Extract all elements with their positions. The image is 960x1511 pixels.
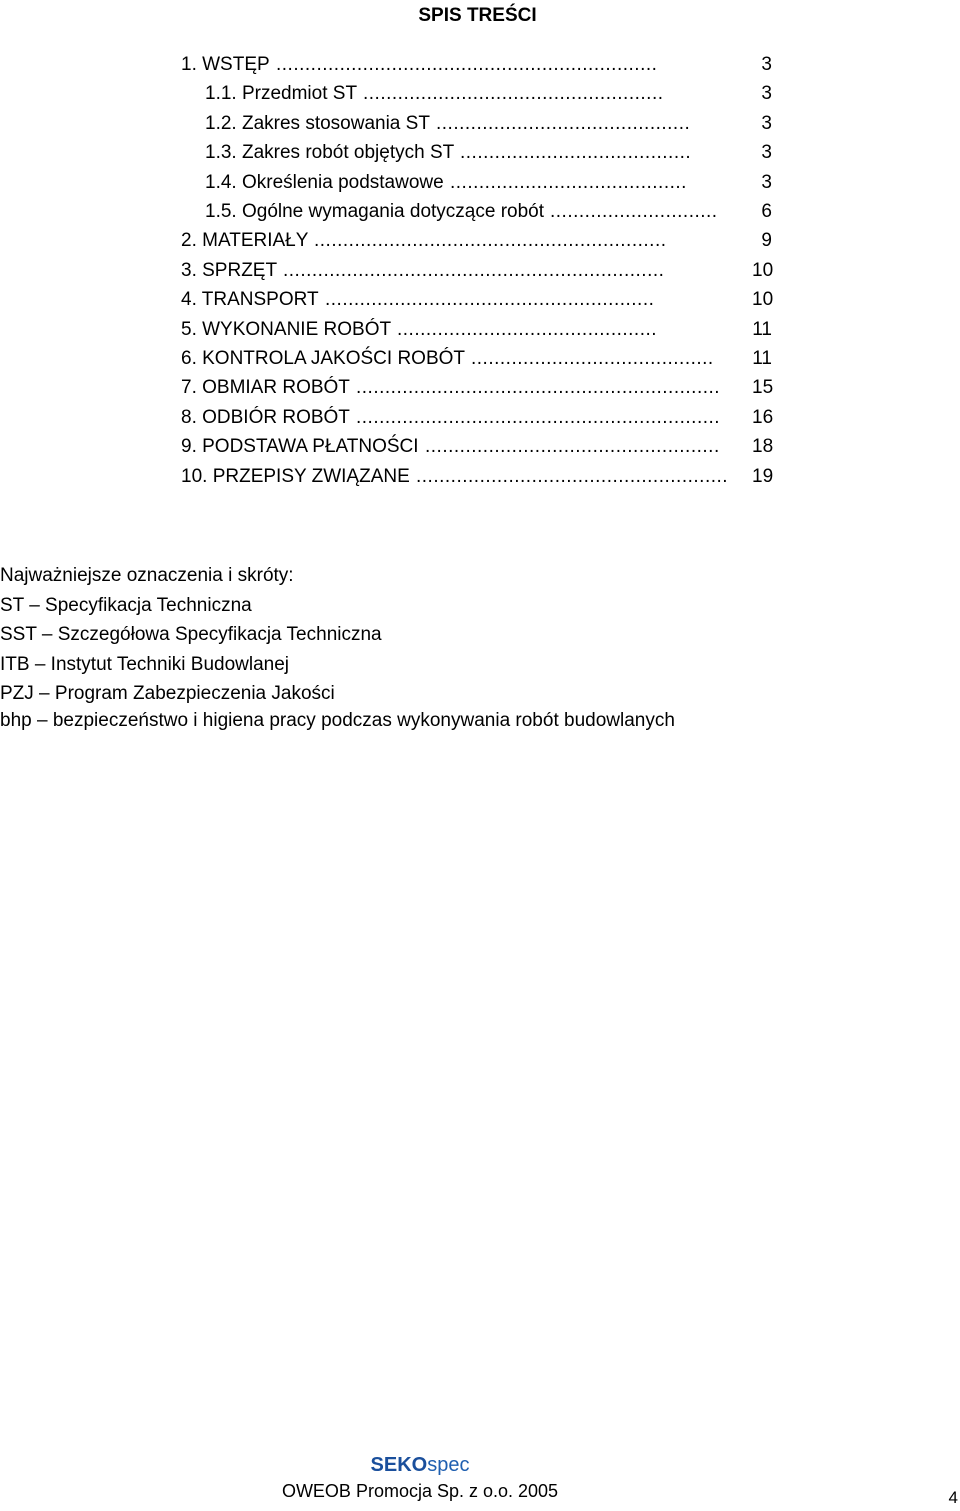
toc-entry-leader-dots: .................................................... xyxy=(363,83,664,105)
toc-entry-label: 1. WSTĘP xyxy=(181,52,270,78)
toc-entry-label: 1.4. Określenia podstawowe xyxy=(205,170,444,196)
page-title: SPIS TREŚCI xyxy=(418,5,537,26)
toc-entry-leader-dots: ......................................................... xyxy=(325,289,655,311)
toc-entry-page: 10 xyxy=(752,289,774,311)
toc-entry xyxy=(0,52,960,78)
toc-entry-label: 9. PODSTAWA PŁATNOŚCI xyxy=(181,434,419,460)
toc-entry-label: 5. WYKONANIE ROBÓT xyxy=(181,317,391,343)
footer xyxy=(0,1452,840,1502)
toc-entry-leader-dots: ............................................................... xyxy=(356,377,721,399)
toc-entry-leader-dots: ...................................................... xyxy=(416,465,729,487)
toc-entry xyxy=(0,434,960,460)
toc-entry-page: 10 xyxy=(752,259,774,281)
toc-entry-label: 7. OBMIAR ROBÓT xyxy=(181,375,350,401)
toc-entry-leader-dots: ............................................................. xyxy=(314,230,667,252)
toc-entry xyxy=(0,258,960,284)
toc-entry-label: 6. KONTROLA JAKOŚCI ROBÓT xyxy=(181,346,465,372)
toc-entry xyxy=(0,375,960,401)
toc-entry xyxy=(0,140,960,166)
toc-entry-label: 1.3. Zakres robót objętych ST xyxy=(205,140,454,166)
toc-entry-label: 1.5. Ogólne wymagania dotyczące robót xyxy=(205,199,544,225)
toc-entry-label: 1.1. Przedmiot ST xyxy=(205,81,357,107)
toc-entry xyxy=(0,464,960,490)
toc-entry-page: 3 xyxy=(761,171,772,193)
logo-bold-part: SEKO xyxy=(370,1454,428,1476)
toc-entry-leader-dots: ................................................... xyxy=(425,436,720,458)
toc-entry-page: 9 xyxy=(761,230,772,252)
abbreviation-item: ST – Specyfikacja Techniczna xyxy=(0,594,252,616)
toc-entry xyxy=(0,228,960,254)
toc-entry-label: 2. MATERIAŁY xyxy=(181,228,308,254)
toc-entry xyxy=(0,81,960,107)
abbreviations-section xyxy=(0,561,960,733)
toc-entry xyxy=(0,287,960,313)
toc-entry xyxy=(0,346,960,372)
toc-entry-page: 3 xyxy=(761,83,772,105)
toc-entry-page: 19 xyxy=(752,465,774,487)
toc-entry-page: 15 xyxy=(752,377,774,399)
toc-entry xyxy=(0,111,960,137)
toc-entry-page: 11 xyxy=(752,318,772,340)
toc-entry-leader-dots: .................................................................. xyxy=(283,259,665,281)
abbreviations-heading: Najważniejsze oznaczenia i skróty: xyxy=(0,565,294,586)
toc-entry-leader-dots: .................................................................. xyxy=(276,54,658,75)
toc-entry xyxy=(0,317,960,343)
abbreviation-item: PZJ – Program Zabezpieczenia Jakości xyxy=(0,683,335,704)
toc-entry xyxy=(0,405,960,431)
footer-publisher: OWEOB Promocja Sp. z o.o. 2005 xyxy=(281,1481,559,1501)
toc-entry-leader-dots: .......................................... xyxy=(471,348,714,369)
toc-entry-page: 11 xyxy=(752,348,772,369)
toc-entry-leader-dots: ............................................. xyxy=(397,318,658,340)
toc-entry-page: 6 xyxy=(761,201,772,222)
toc-entry-page: 3 xyxy=(761,112,772,134)
toc-entry xyxy=(0,170,960,196)
toc-entry-leader-dots: ......................................... xyxy=(450,171,687,193)
toc-entry-label: 4. TRANSPORT xyxy=(181,287,319,313)
toc-entry xyxy=(0,199,960,225)
toc-entry-leader-dots: ............................................................... xyxy=(356,406,721,428)
toc-entry-label: 10. PRZEPISY ZWIĄZANE xyxy=(181,464,410,490)
abbreviation-item: ITB – Instytut Techniki Budowlanej xyxy=(0,653,290,675)
toc-entry-label: 3. SPRZĘT xyxy=(181,258,277,284)
sekospec-logo xyxy=(0,1452,840,1478)
toc-entry-leader-dots: ............................................ xyxy=(436,112,691,134)
toc-entry-label: 8. ODBIÓR ROBÓT xyxy=(181,405,350,431)
toc-entry-page: 16 xyxy=(752,406,774,428)
page-number: 4 xyxy=(948,1488,958,1507)
logo-light-part: spec xyxy=(427,1454,470,1476)
toc-entry-leader-dots: ........................................ xyxy=(460,142,692,164)
toc-entry-page: 3 xyxy=(761,142,772,164)
toc-entry-label: 1.2. Zakres stosowania ST xyxy=(205,111,430,137)
abbreviation-item: SST – Szczegółowa Specyfikacja Techniczna xyxy=(0,624,382,645)
abbreviation-item: bhp – bezpieczeństwo i higiena pracy podczas wykonywania robót budowlanych xyxy=(0,709,675,731)
toc-entry-leader-dots: ............................. xyxy=(550,201,718,222)
toc-entry-page: 3 xyxy=(761,54,772,75)
toc-entry-page: 18 xyxy=(752,436,774,458)
